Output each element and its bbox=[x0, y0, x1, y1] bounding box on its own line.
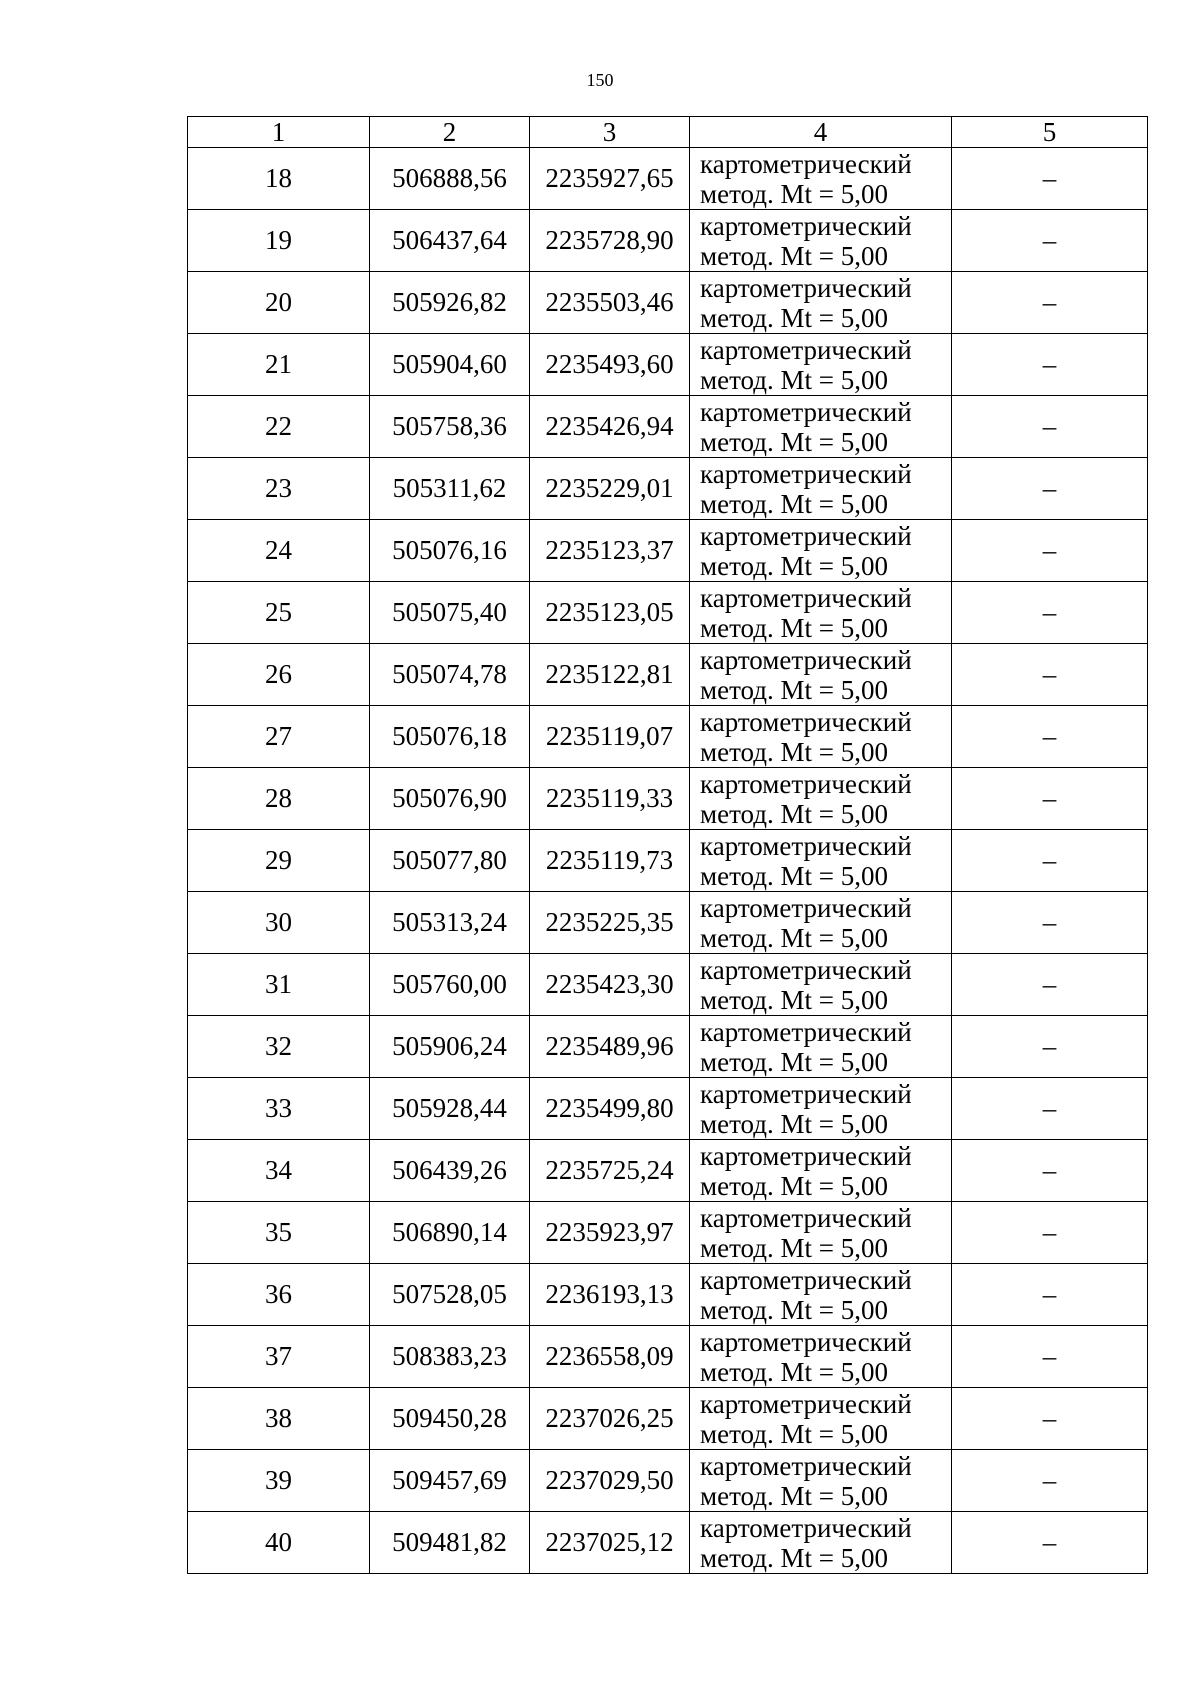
x-coordinate-cell: 509457,69 bbox=[370, 1450, 530, 1512]
column-header-1: 1 bbox=[188, 117, 370, 148]
method-cell bbox=[690, 768, 952, 830]
y-coordinate-cell: 2235119,33 bbox=[530, 768, 690, 830]
x-coordinate-cell: 506439,26 bbox=[370, 1140, 530, 1202]
table-row bbox=[188, 1512, 1148, 1574]
column-5-cell: – bbox=[952, 582, 1148, 644]
method-line-2: метод. Mt = 5,00 bbox=[700, 1108, 888, 1139]
x-coordinate-cell: 507528,05 bbox=[370, 1264, 530, 1326]
method-line-2: метод. Mt = 5,00 bbox=[700, 674, 888, 705]
method-line-2: метод. Mt = 5,00 bbox=[700, 1418, 888, 1449]
method-line-2: метод. Mt = 5,00 bbox=[700, 798, 888, 829]
method-cell bbox=[690, 1450, 952, 1512]
x-coordinate-cell: 505928,44 bbox=[370, 1078, 530, 1140]
column-5-cell: – bbox=[952, 830, 1148, 892]
column-5-cell: – bbox=[952, 1450, 1148, 1512]
method-line-1: картометрический bbox=[700, 396, 912, 427]
table-row bbox=[188, 1450, 1148, 1512]
x-coordinate-cell: 505906,24 bbox=[370, 1016, 530, 1078]
method-line-2: метод. Mt = 5,00 bbox=[700, 178, 888, 209]
method-line-1: картометрический bbox=[700, 520, 912, 551]
y-coordinate-cell: 2235725,24 bbox=[530, 1140, 690, 1202]
table-row bbox=[188, 1016, 1148, 1078]
point-number-cell: 30 bbox=[188, 892, 370, 954]
table-row bbox=[188, 1326, 1148, 1388]
column-5-cell: – bbox=[952, 1202, 1148, 1264]
page-number: 150 bbox=[586, 70, 614, 90]
point-number-cell: 24 bbox=[188, 520, 370, 582]
point-number-cell: 26 bbox=[188, 644, 370, 706]
column-5-cell: – bbox=[952, 1264, 1148, 1326]
method-cell bbox=[690, 1078, 952, 1140]
table-header-row bbox=[188, 117, 1148, 148]
method-cell bbox=[690, 1140, 952, 1202]
method-cell bbox=[690, 396, 952, 458]
column-5-cell: – bbox=[952, 768, 1148, 830]
column-5-cell: – bbox=[952, 892, 1148, 954]
table-row bbox=[188, 1264, 1148, 1326]
coordinates-table bbox=[187, 116, 1148, 1574]
point-number-cell: 25 bbox=[188, 582, 370, 644]
table-row bbox=[188, 520, 1148, 582]
method-line-2: метод. Mt = 5,00 bbox=[700, 550, 888, 581]
point-number-cell: 32 bbox=[188, 1016, 370, 1078]
point-number-cell: 40 bbox=[188, 1512, 370, 1574]
column-5-cell: – bbox=[952, 210, 1148, 272]
column-5-cell: – bbox=[952, 396, 1148, 458]
method-cell bbox=[690, 706, 952, 768]
y-coordinate-cell: 2237029,50 bbox=[530, 1450, 690, 1512]
point-number-cell: 23 bbox=[188, 458, 370, 520]
method-line-1: картометрический bbox=[700, 1388, 912, 1419]
method-line-1: картометрический bbox=[700, 458, 912, 489]
column-5-cell: – bbox=[952, 1016, 1148, 1078]
point-number-cell: 27 bbox=[188, 706, 370, 768]
y-coordinate-cell: 2236193,13 bbox=[530, 1264, 690, 1326]
method-line-2: метод. Mt = 5,00 bbox=[700, 302, 888, 333]
x-coordinate-cell: 506888,56 bbox=[370, 148, 530, 210]
method-line-2: метод. Mt = 5,00 bbox=[700, 1232, 888, 1263]
method-line-1: картометрический bbox=[700, 1078, 912, 1109]
point-number-cell: 20 bbox=[188, 272, 370, 334]
point-number-cell: 36 bbox=[188, 1264, 370, 1326]
table-row bbox=[188, 148, 1148, 210]
table-row bbox=[188, 830, 1148, 892]
method-cell bbox=[690, 1264, 952, 1326]
method-cell bbox=[690, 1388, 952, 1450]
method-cell bbox=[690, 272, 952, 334]
method-line-1: картометрический bbox=[700, 892, 912, 923]
table-row bbox=[188, 954, 1148, 1016]
point-number-cell: 31 bbox=[188, 954, 370, 1016]
column-5-cell: – bbox=[952, 1078, 1148, 1140]
method-cell bbox=[690, 830, 952, 892]
x-coordinate-cell: 505076,18 bbox=[370, 706, 530, 768]
y-coordinate-cell: 2235225,35 bbox=[530, 892, 690, 954]
x-coordinate-cell: 505926,82 bbox=[370, 272, 530, 334]
table-row bbox=[188, 768, 1148, 830]
table-row bbox=[188, 644, 1148, 706]
point-number-cell: 29 bbox=[188, 830, 370, 892]
method-line-2: метод. Mt = 5,00 bbox=[700, 1480, 888, 1511]
table-row bbox=[188, 1388, 1148, 1450]
column-header-4: 4 bbox=[690, 117, 952, 148]
method-cell bbox=[690, 148, 952, 210]
method-line-1: картометрический bbox=[700, 1016, 912, 1047]
y-coordinate-cell: 2235489,96 bbox=[530, 1016, 690, 1078]
table-row bbox=[188, 1202, 1148, 1264]
column-5-cell: – bbox=[952, 458, 1148, 520]
method-cell bbox=[690, 644, 952, 706]
point-number-cell: 35 bbox=[188, 1202, 370, 1264]
y-coordinate-cell: 2235119,73 bbox=[530, 830, 690, 892]
point-number-cell: 28 bbox=[188, 768, 370, 830]
y-coordinate-cell: 2235123,37 bbox=[530, 520, 690, 582]
method-line-2: метод. Mt = 5,00 bbox=[700, 1356, 888, 1387]
x-coordinate-cell: 509450,28 bbox=[370, 1388, 530, 1450]
method-line-1: картометрический bbox=[700, 1450, 912, 1481]
method-cell bbox=[690, 582, 952, 644]
table-row bbox=[188, 582, 1148, 644]
y-coordinate-cell: 2235499,80 bbox=[530, 1078, 690, 1140]
method-line-1: картометрический bbox=[700, 830, 912, 861]
y-coordinate-cell: 2235423,30 bbox=[530, 954, 690, 1016]
column-5-cell: – bbox=[952, 1140, 1148, 1202]
table-row bbox=[188, 458, 1148, 520]
method-cell bbox=[690, 892, 952, 954]
method-line-2: метод. Mt = 5,00 bbox=[700, 1046, 888, 1077]
table-row bbox=[188, 272, 1148, 334]
point-number-cell: 21 bbox=[188, 334, 370, 396]
method-cell bbox=[690, 520, 952, 582]
x-coordinate-cell: 508383,23 bbox=[370, 1326, 530, 1388]
y-coordinate-cell: 2235122,81 bbox=[530, 644, 690, 706]
table-row bbox=[188, 1140, 1148, 1202]
y-coordinate-cell: 2235728,90 bbox=[530, 210, 690, 272]
method-line-2: метод. Mt = 5,00 bbox=[700, 984, 888, 1015]
method-cell bbox=[690, 1512, 952, 1574]
y-coordinate-cell: 2235229,01 bbox=[530, 458, 690, 520]
table-row bbox=[188, 1078, 1148, 1140]
point-number-cell: 33 bbox=[188, 1078, 370, 1140]
point-number-cell: 38 bbox=[188, 1388, 370, 1450]
method-line-2: метод. Mt = 5,00 bbox=[700, 1294, 888, 1325]
method-line-1: картометрический bbox=[700, 644, 912, 675]
point-number-cell: 22 bbox=[188, 396, 370, 458]
y-coordinate-cell: 2237026,25 bbox=[530, 1388, 690, 1450]
method-line-2: метод. Mt = 5,00 bbox=[700, 240, 888, 271]
column-header-5: 5 bbox=[952, 117, 1148, 148]
method-cell bbox=[690, 334, 952, 396]
x-coordinate-cell: 505904,60 bbox=[370, 334, 530, 396]
y-coordinate-cell: 2235927,65 bbox=[530, 148, 690, 210]
method-line-1: картометрический bbox=[700, 272, 912, 303]
point-number-cell: 18 bbox=[188, 148, 370, 210]
method-line-2: метод. Mt = 5,00 bbox=[700, 860, 888, 891]
x-coordinate-cell: 505313,24 bbox=[370, 892, 530, 954]
method-line-1: картометрический bbox=[700, 582, 912, 613]
method-line-1: картометрический bbox=[700, 954, 912, 985]
y-coordinate-cell: 2235426,94 bbox=[530, 396, 690, 458]
table-row bbox=[188, 334, 1148, 396]
point-number-cell: 37 bbox=[188, 1326, 370, 1388]
method-line-1: картометрический bbox=[700, 1264, 912, 1295]
column-5-cell: – bbox=[952, 148, 1148, 210]
method-cell bbox=[690, 458, 952, 520]
method-cell bbox=[690, 954, 952, 1016]
y-coordinate-cell: 2237025,12 bbox=[530, 1512, 690, 1574]
x-coordinate-cell: 505758,36 bbox=[370, 396, 530, 458]
method-line-1: картометрический bbox=[700, 148, 912, 179]
point-number-cell: 19 bbox=[188, 210, 370, 272]
column-5-cell: – bbox=[952, 272, 1148, 334]
method-line-2: метод. Mt = 5,00 bbox=[700, 364, 888, 395]
column-5-cell: – bbox=[952, 706, 1148, 768]
column-header-2: 2 bbox=[370, 117, 530, 148]
method-line-1: картометрический bbox=[700, 1326, 912, 1357]
method-line-1: картометрический bbox=[700, 1140, 912, 1171]
table-row bbox=[188, 706, 1148, 768]
method-line-2: метод. Mt = 5,00 bbox=[700, 426, 888, 457]
method-line-2: метод. Mt = 5,00 bbox=[700, 736, 888, 767]
x-coordinate-cell: 505075,40 bbox=[370, 582, 530, 644]
method-cell bbox=[690, 1326, 952, 1388]
x-coordinate-cell: 506437,64 bbox=[370, 210, 530, 272]
x-coordinate-cell: 505074,78 bbox=[370, 644, 530, 706]
y-coordinate-cell: 2235119,07 bbox=[530, 706, 690, 768]
method-cell bbox=[690, 210, 952, 272]
method-line-1: картометрический bbox=[700, 706, 912, 737]
method-cell bbox=[690, 1202, 952, 1264]
y-coordinate-cell: 2235923,97 bbox=[530, 1202, 690, 1264]
column-5-cell: – bbox=[952, 520, 1148, 582]
x-coordinate-cell: 509481,82 bbox=[370, 1512, 530, 1574]
point-number-cell: 34 bbox=[188, 1140, 370, 1202]
column-header-3: 3 bbox=[530, 117, 690, 148]
column-5-cell: – bbox=[952, 334, 1148, 396]
y-coordinate-cell: 2235503,46 bbox=[530, 272, 690, 334]
column-5-cell: – bbox=[952, 644, 1148, 706]
column-5-cell: – bbox=[952, 1512, 1148, 1574]
column-5-cell: – bbox=[952, 1326, 1148, 1388]
method-line-2: метод. Mt = 5,00 bbox=[700, 1170, 888, 1201]
x-coordinate-cell: 505077,80 bbox=[370, 830, 530, 892]
table-row bbox=[188, 396, 1148, 458]
y-coordinate-cell: 2235493,60 bbox=[530, 334, 690, 396]
method-line-2: метод. Mt = 5,00 bbox=[700, 922, 888, 953]
method-line-1: картометрический bbox=[700, 1202, 912, 1233]
table-row bbox=[188, 892, 1148, 954]
x-coordinate-cell: 505311,62 bbox=[370, 458, 530, 520]
table-body bbox=[188, 148, 1148, 1574]
y-coordinate-cell: 2235123,05 bbox=[530, 582, 690, 644]
method-line-2: метод. Mt = 5,00 bbox=[700, 488, 888, 519]
method-line-2: метод. Mt = 5,00 bbox=[700, 612, 888, 643]
method-line-1: картометрический bbox=[700, 768, 912, 799]
y-coordinate-cell: 2236558,09 bbox=[530, 1326, 690, 1388]
method-line-1: картометрический bbox=[700, 334, 912, 365]
method-line-1: картометрический bbox=[700, 210, 912, 241]
column-5-cell: – bbox=[952, 954, 1148, 1016]
point-number-cell: 39 bbox=[188, 1450, 370, 1512]
x-coordinate-cell: 505076,90 bbox=[370, 768, 530, 830]
table-row bbox=[188, 210, 1148, 272]
method-line-2: метод. Mt = 5,00 bbox=[700, 1542, 888, 1573]
method-line-1: картометрический bbox=[700, 1512, 912, 1543]
method-cell bbox=[690, 1016, 952, 1078]
x-coordinate-cell: 505760,00 bbox=[370, 954, 530, 1016]
x-coordinate-cell: 505076,16 bbox=[370, 520, 530, 582]
column-5-cell: – bbox=[952, 1388, 1148, 1450]
x-coordinate-cell: 506890,14 bbox=[370, 1202, 530, 1264]
